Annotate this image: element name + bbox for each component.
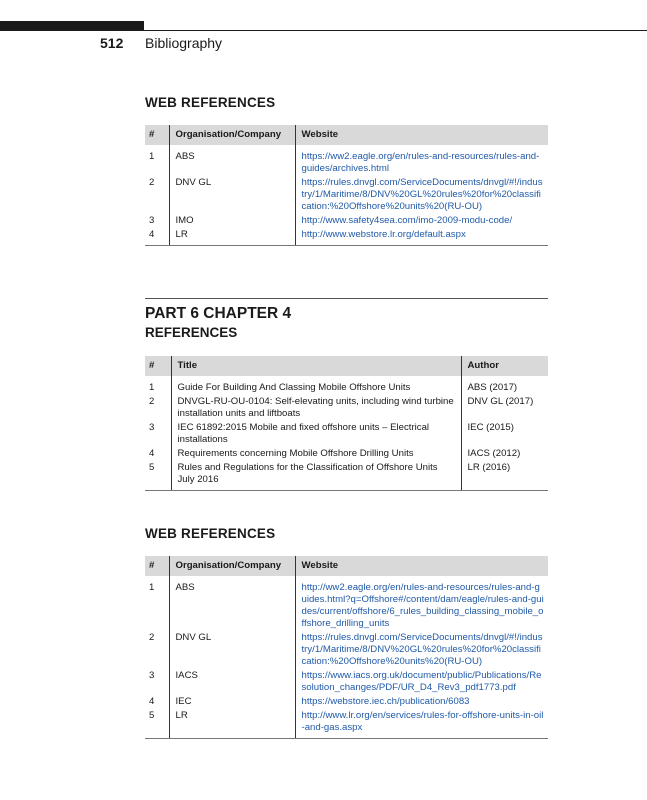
organisation: IEC <box>169 696 295 710</box>
row-number: 2 <box>145 396 171 422</box>
row-number: 1 <box>145 376 171 396</box>
web-references-heading-1: WEB REFERENCES <box>145 95 276 110</box>
table-row <box>145 696 548 710</box>
website-link[interactable]: https://ww2.eagle.org/en/rules-and-resources/rules-and-guides/archives.html <box>301 151 540 174</box>
table-row <box>145 396 548 422</box>
row-number: 1 <box>145 145 169 177</box>
row-number: 4 <box>145 448 171 462</box>
table-row <box>145 462 548 491</box>
table-row <box>145 576 548 632</box>
table-row <box>145 177 548 215</box>
references-table <box>145 356 548 491</box>
table-header-row <box>145 556 548 576</box>
references-heading: REFERENCES <box>145 325 238 340</box>
table-row <box>145 229 548 246</box>
column-header: Website <box>295 125 548 145</box>
page-number: 512 <box>100 35 124 51</box>
column-header: Author <box>461 356 548 376</box>
organisation: DNV GL <box>169 177 295 215</box>
column-header: Title <box>171 356 461 376</box>
reference-title: DNVGL-RU-OU-0104: Self-elevating units, including wind turbine installation units and liftboats <box>171 396 461 422</box>
reference-author: IEC (2015) <box>467 422 514 433</box>
organisation: LR <box>169 229 295 246</box>
reference-title: Rules and Regulations for the Classification of Offshore Units July 2016 <box>171 462 461 491</box>
website-link[interactable]: http://ww2.eagle.org/en/rules-and-resources/rules-and-guides.html?q=Offshore#/content/dam/eagle/rules-and-guides/current/offshore/6_rules_building_classing_mobile_offshore_drilling_units <box>301 582 544 629</box>
row-number: 3 <box>145 215 169 229</box>
reference-author: DNV GL (2017) <box>467 396 534 407</box>
table-header-row <box>145 356 548 376</box>
row-number: 4 <box>145 696 169 710</box>
website-link[interactable]: https://rules.dnvgl.com/ServiceDocuments/dnvgl/#!/industry/1/Maritime/8/DNV%20GL%20rules%20for%20classification:%20Offshore%20units%20(RU-OU) <box>301 632 543 667</box>
web-references-heading-2: WEB REFERENCES <box>145 526 276 541</box>
table-row <box>145 376 548 396</box>
column-header: Organisation/Company <box>169 556 295 576</box>
row-number: 5 <box>145 710 169 739</box>
organisation: LR <box>169 710 295 739</box>
table-row <box>145 632 548 670</box>
row-number: 4 <box>145 229 169 246</box>
reference-author: ABS (2017) <box>467 382 518 393</box>
reference-title: IEC 61892:2015 Mobile and fixed offshore units – Electrical installations <box>171 422 461 448</box>
column-header: Organisation/Company <box>169 125 295 145</box>
web-references-table-2 <box>145 556 548 739</box>
row-number: 2 <box>145 632 169 670</box>
table-row <box>145 422 548 448</box>
website-link[interactable]: http://www.webstore.lr.org/default.aspx <box>295 229 548 246</box>
website-link[interactable]: https://www.iacs.org.uk/document/public/Publications/Resolution_changes/PDF/UR_D4_Rev3_pdf1773.pdf <box>301 670 542 693</box>
table-header-row <box>145 125 548 145</box>
organisation: ABS <box>169 145 295 177</box>
row-number: 3 <box>145 422 171 448</box>
table-row <box>145 215 548 229</box>
column-header: Website <box>295 556 548 576</box>
column-header: # <box>145 356 171 376</box>
row-number: 5 <box>145 462 171 491</box>
website-link[interactable]: http://www.safety4sea.com/imo-2009-modu-code/ <box>301 215 513 226</box>
reference-author: LR (2016) <box>461 462 548 491</box>
web-references-table-1 <box>145 125 548 246</box>
reference-author: IACS (2012) <box>467 448 521 459</box>
table-row <box>145 670 548 696</box>
header-bar <box>0 21 144 31</box>
reference-title: Requirements concerning Mobile Offshore Drilling Units <box>171 448 461 462</box>
website-link[interactable]: https://webstore.iec.ch/publication/6083 <box>301 696 470 707</box>
row-number: 1 <box>145 576 169 632</box>
section-divider <box>145 298 548 299</box>
row-number: 2 <box>145 177 169 215</box>
website-link[interactable]: http://www.lr.org/en/services/rules-for-offshore-units-in-oil-and-gas.aspx <box>295 710 548 739</box>
table-row <box>145 145 548 177</box>
organisation: ABS <box>169 576 295 632</box>
organisation: IACS <box>169 670 295 696</box>
table-row <box>145 710 548 739</box>
header-rule <box>144 30 647 31</box>
organisation: DNV GL <box>169 632 295 670</box>
running-head: Bibliography <box>145 35 223 51</box>
website-link[interactable]: https://rules.dnvgl.com/ServiceDocuments/dnvgl/#!/industry/1/Maritime/8/DNV%20GL%20rules%20for%20classification:%20Offshore%20units%20(RU-OU) <box>301 177 543 212</box>
column-header: # <box>145 125 169 145</box>
table-row <box>145 448 548 462</box>
organisation: IMO <box>169 215 295 229</box>
part-heading: PART 6 CHAPTER 4 <box>145 305 292 322</box>
row-number: 3 <box>145 670 169 696</box>
column-header: # <box>145 556 169 576</box>
reference-title: Guide For Building And Classing Mobile Offshore Units <box>171 376 461 396</box>
